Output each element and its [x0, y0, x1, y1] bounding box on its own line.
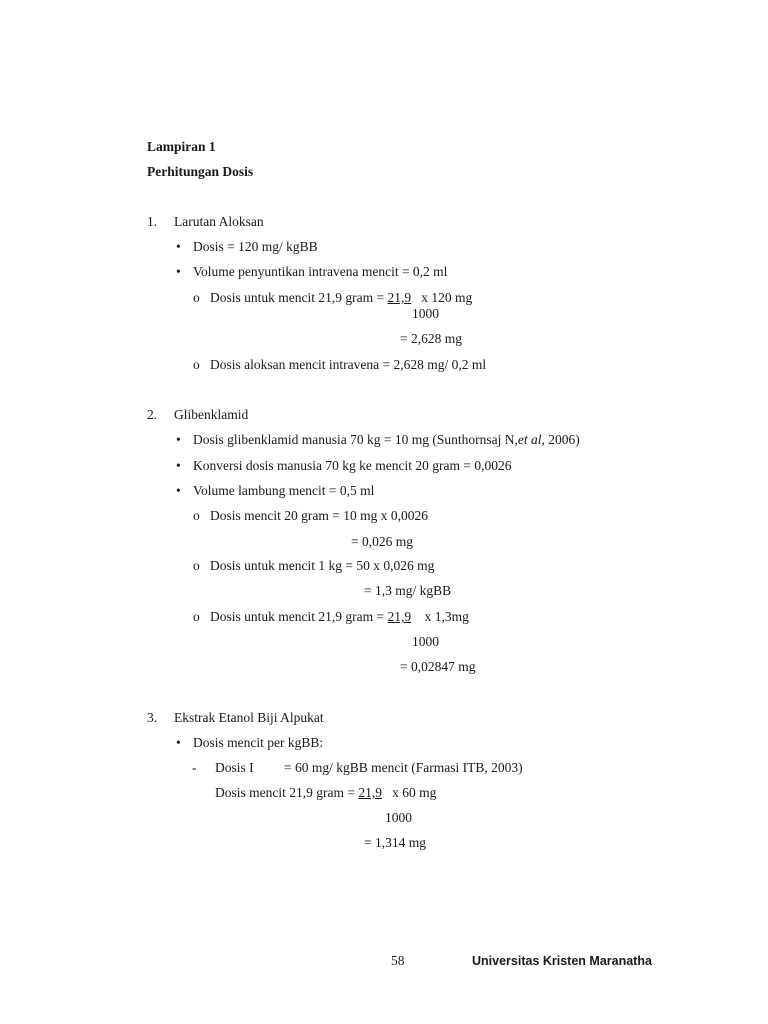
- dose-value: = 60 mg/ kgBB mencit (Farmasi ITB, 2003): [284, 760, 523, 775]
- section-2-bullet-1: Dosis glibenklamid manusia 70 kg = 10 mg (Sunthornsaj N,et al, 2006): [193, 432, 580, 447]
- section-2-calc-1-result: = 0,026 mg: [351, 534, 413, 549]
- section-2-title: Glibenklamid: [174, 407, 249, 422]
- sub-bullet-icon: o: [193, 357, 200, 372]
- bullet-icon: •: [176, 264, 181, 279]
- section-1-number: 1.: [147, 214, 158, 229]
- section-2-calc-3: Dosis untuk mencit 21,9 gram = 21,9 x 1,3mg: [210, 609, 469, 624]
- section-2-calc-2-result: = 1,3 mg/ kgBB: [364, 583, 452, 598]
- section-2-calc-1: Dosis mencit 20 gram = 10 mg x 0,0026: [210, 508, 428, 523]
- section-1-title: Larutan Aloksan: [174, 214, 264, 229]
- section-2-calc-2: Dosis untuk mencit 1 kg = 50 x 0,026 mg: [210, 558, 435, 573]
- sub-bullet-icon: o: [193, 609, 200, 624]
- sub-bullet-icon: o: [193, 290, 200, 305]
- section-2-number: 2.: [147, 407, 158, 422]
- section-3-calc: Dosis mencit 21,9 gram = 21,9 x 60 mg: [215, 785, 437, 800]
- section-1-bullet-2: Volume penyuntikan intravena mencit = 0,2 ml: [193, 264, 448, 279]
- dose-label: Dosis I: [215, 760, 254, 775]
- section-3-calc-result: = 1,314 mg: [364, 835, 426, 850]
- section-3-bullet-1: Dosis mencit per kgBB:: [193, 735, 324, 750]
- section-1-calc-2: Dosis aloksan mencit intravena = 2,628 mg/ 0,2 ml: [210, 357, 487, 372]
- section-3-title: Ekstrak Etanol Biji Alpukat: [174, 710, 324, 725]
- bullet-icon: •: [176, 458, 181, 473]
- sub-bullet-icon: o: [193, 558, 200, 573]
- footer-institution: Universitas Kristen Maranatha: [472, 954, 652, 968]
- fraction-denominator: 1000: [412, 306, 439, 321]
- bullet-icon: •: [176, 735, 181, 750]
- section-3-number: 3.: [147, 710, 158, 725]
- section-2-bullet-3: Volume lambung mencit = 0,5 ml: [193, 483, 375, 498]
- bullet-icon: •: [176, 432, 181, 447]
- bullet-icon: •: [176, 239, 181, 254]
- fraction-denominator: 1000: [412, 634, 439, 649]
- section-1-calc-1-result: = 2,628 mg: [400, 331, 462, 346]
- section-1-bullet-1: Dosis = 120 mg/ kgBB: [193, 239, 318, 254]
- section-2-calc-3-result: = 0,02847 mg: [400, 659, 476, 674]
- fraction-numerator: 21,9: [387, 290, 412, 305]
- fraction-denominator: 1000: [385, 810, 412, 825]
- bullet-icon: •: [176, 483, 181, 498]
- section-1-calc-1: Dosis untuk mencit 21,9 gram = 21,9 x 120 mg: [210, 290, 473, 305]
- page-title: Lampiran 1: [147, 139, 216, 154]
- dash-icon: -: [192, 760, 197, 775]
- sub-bullet-icon: o: [193, 508, 200, 523]
- fraction-numerator: 21,9: [358, 785, 382, 800]
- page-number: 58: [391, 953, 405, 968]
- fraction-numerator: 21,9: [387, 609, 412, 624]
- page-subtitle: Perhitungan Dosis: [147, 164, 254, 179]
- section-2-bullet-2: Konversi dosis manusia 70 kg ke mencit 20 gram = 0,0026: [193, 458, 512, 473]
